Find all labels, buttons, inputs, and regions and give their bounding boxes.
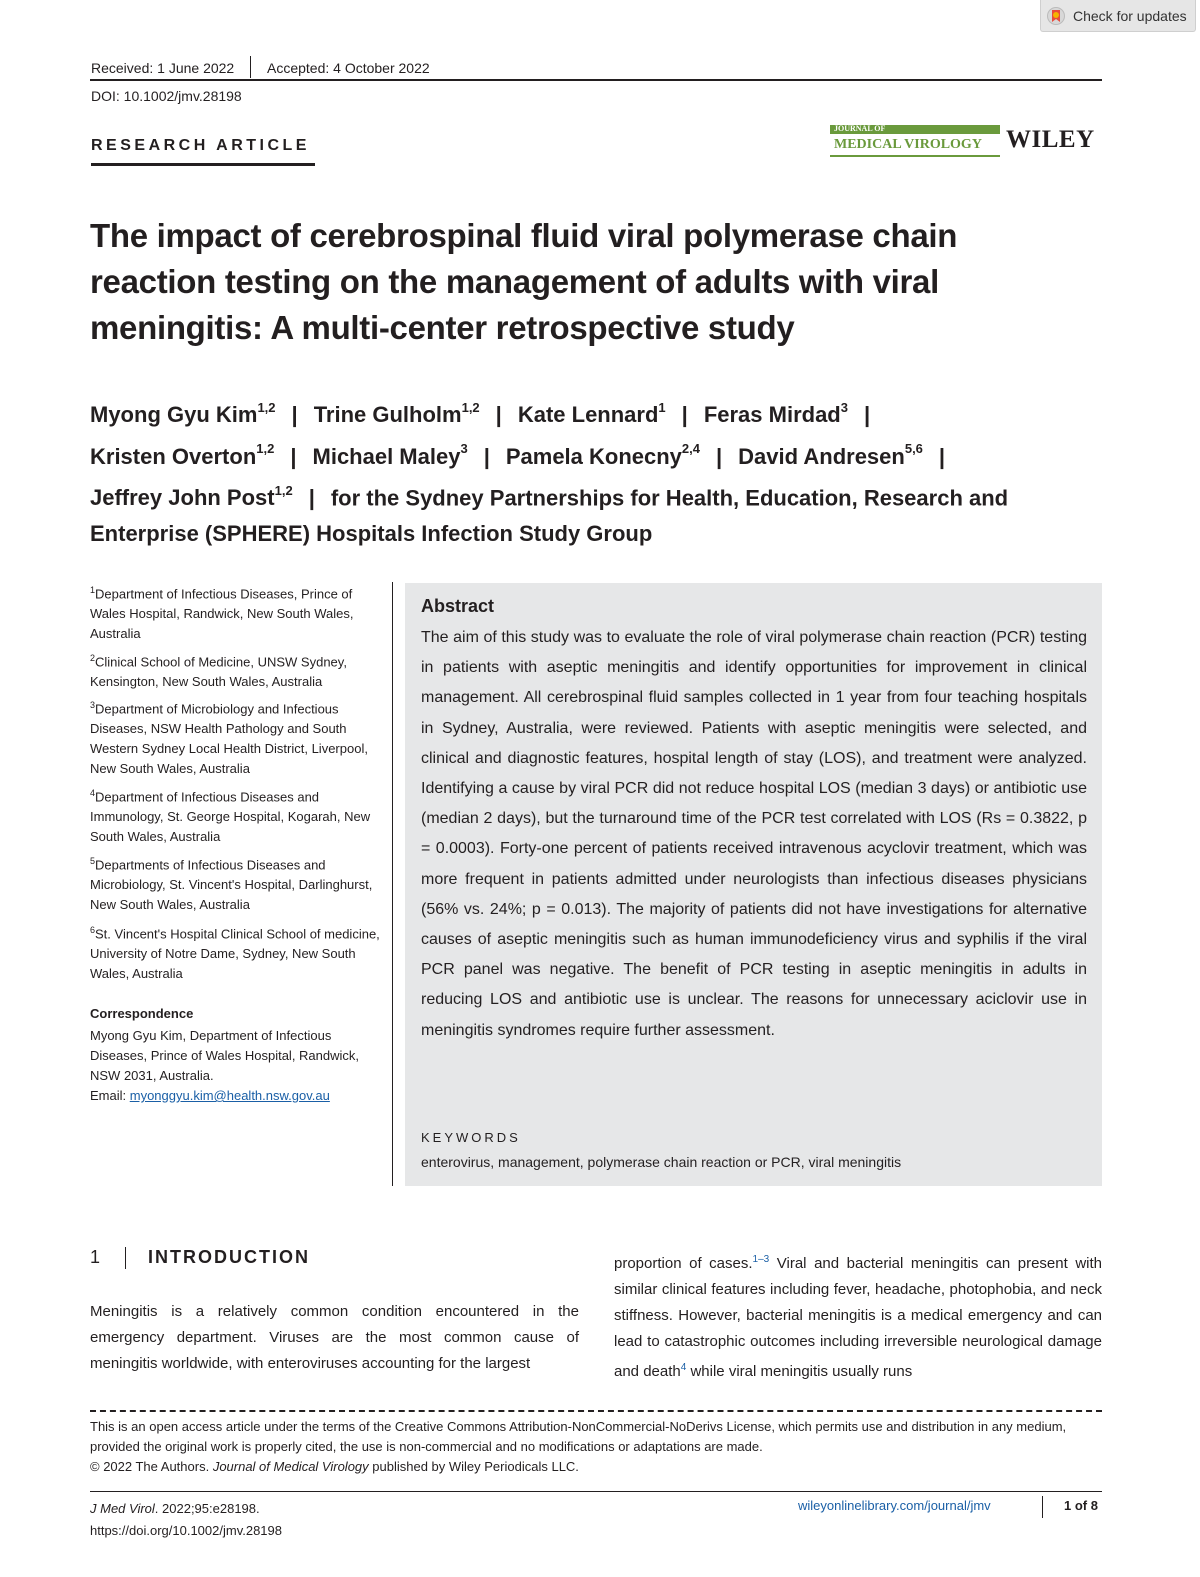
journal-logo-name: MEDICAL VIROLOGY — [834, 137, 982, 152]
journal-logo-top: JOURNAL OF — [834, 124, 886, 133]
title-line: The impact of cerebrospinal fluid viral polymerase chain — [90, 217, 958, 254]
affiliation-6: $^6$St. Vincent's Hospital Clinical School of medicine, University of Notre Dame, Sydney, New South Wales, Australia — [90, 925, 380, 982]
affiliation-4: $^4$Department of Infectious Diseases and Immunology, St. George Hospital, Kogarah, New South Wales, Australia — [90, 788, 371, 845]
title-line: reaction testing on the management of adults with viral — [90, 263, 939, 300]
keywords: enterovirus, management, polymerase chain reaction or PCR, viral meningitis — [421, 1154, 902, 1170]
author-name[interactable]: Myong Gyu Kim$^{1,2}$ — [90, 400, 276, 428]
article-title — [90, 213, 1090, 351]
journal-website-link[interactable]: wileyonlinelibrary.com/journal/jmv — [798, 1498, 991, 1513]
citation-info: J Med Virol. 2022;95:e28198. https://doi.org/10.1002/jmv.28198 — [90, 1498, 282, 1542]
correspondence-text: Myong Gyu Kim, Department of Infectious Diseases, Prince of Wales Hospital, Randwick, NSW 2031, Australia. — [90, 1028, 360, 1083]
author-name[interactable]: Kristen Overton$^{1,2}$ — [90, 441, 275, 469]
intro-paragraph-right: proportion of cases.$^{1-3}$ Viral and bacterial meningitis can present with similar clinical features including fever, headache, photophobia, and neck stiffness. However, bacterial meningitis is a medical emergency and can lead to catastrophic outcomes including irreversible neurological damage and death$^4$ while viral meningitis usually runs — [614, 1254, 1102, 1380]
affiliation-2: $^2$Clinical School of Medicine, UNSW Sydney, Kensington, New South Wales, Australia — [90, 653, 347, 690]
abstract-text: The aim of this study was to evaluate the role of viral polymerase chain reaction (PCR) testing in patients with aseptic meningitis and identify opportunities for improvement in clinical management. All cerebrospinal fluid samples collected in 1 year from four teaching hospitals in Sydney, Australia, were reviewed. Patients with aseptic meningitis were selected, and clinical and diagnostic features, hospital length of stay (LOS), and treatment were analyzed. Identifying a cause by viral PCR did not reduce hospital LOS (median 3 days) or antibiotic use (median 2 days), but the turnaround time of the PCR test correlated with LOS (Rs = 0.3822, p = 0.0003). Forty-one percent of patients received intravenous acyclovir treatment, which was more frequent in patients admitted under neurologists than infectious diseases physicians (56% vs. 24%; p = 0.013). The majority of patients did not have investigations for alternative causes of aseptic meningitis such as human immunodeficiency virus and syphilis if the viral PCR panel was negative. The benefit of PCR testing in aseptic meningitis in adults in reducing LOS and antibiotic use is unclear. The reasons for unnecessary aciclovir use in meningitis syndromes require further assessment. — [421, 629, 1087, 1039]
correspondence-email: Email: myonggyu.kim@health.nsw.gov.au — [90, 1088, 330, 1103]
study-group-continued: Enterprise (SPHERE) Hospitals Infection Study Group — [90, 520, 653, 546]
author-line: Myong Gyu Kim$^{1,2}$ | Trine Gulholm$^{1,2}$ | Kate Lennard$^1$ | Feras Mirdad$^3$ | — [90, 400, 871, 428]
bookmark-refresh-icon — [1047, 6, 1065, 26]
email-link[interactable]: myonggyu.kim@health.nsw.gov.au — [129, 1088, 330, 1103]
section-title: INTRODUCTION — [148, 1247, 310, 1267]
abstract-heading: Abstract — [421, 596, 495, 616]
doi: DOI: 10.1002/jmv.28198 — [91, 88, 242, 104]
author-name[interactable]: Kate Lennard$^1$ — [517, 400, 666, 428]
title-line: meningitis: A multi-center retrospective study — [90, 309, 795, 346]
affiliation-3: $^3$Department of Microbiology and Infectious Diseases, NSW Health Pathology and South Western Sydney Local Health District, Liverpool, New South Wales, Australia — [90, 700, 368, 777]
article-type-rule — [91, 163, 315, 166]
keywords-heading: KEYWORDS — [421, 1130, 521, 1145]
footer-rule — [90, 1491, 1102, 1492]
license-note: This is an open access article under the terms of the Creative Commons Attribution-NonCommercial-NoDerivs License, which permits use and distribution in any medium, provided the original work is properly cited, the use is non-commercial and no modifications or adaptations are made. © 2022 The Authors. Journal of Medical Virology published by Wiley Periodicals LLC. — [90, 1419, 1067, 1474]
doi-link[interactable]: https://doi.org/10.1002/jmv.28198 — [90, 1523, 282, 1538]
publisher-logo: WILEY — [1006, 126, 1095, 153]
author-line: Kristen Overton$^{1,2}$ | Michael Maley$^3$ | Pamela Konecny$^{2,4}$ | David Andresen$^{5,6}$ | — [90, 441, 946, 469]
column-rule — [392, 582, 393, 1186]
check-for-updates-label: Check for updates — [1073, 7, 1187, 24]
author-name[interactable]: Feras Mirdad$^3$ — [703, 400, 848, 428]
page-number: 1 of 8 — [1064, 1498, 1098, 1513]
author-name[interactable]: Jeffrey John Post$^{1,2}$ — [90, 482, 293, 510]
check-for-updates-button[interactable] — [1040, 0, 1196, 32]
citation-link[interactable]: 1–3 — [752, 1254, 770, 1265]
study-group[interactable]: for the Sydney Partnerships for Health, Education, Research and — [330, 484, 1009, 510]
footnote-rule — [90, 1410, 1102, 1412]
author-name[interactable]: Michael Maley$^3$ — [312, 441, 468, 469]
affiliation-5: $^5$Departments of Infectious Diseases and Microbiology, St. Vincent's Hospital, Darlinghurst, New South Wales, Australia — [90, 856, 373, 913]
author-list — [90, 392, 1110, 552]
accepted-date: Accepted: 4 October 2022 — [267, 60, 430, 76]
header-separator — [250, 56, 251, 78]
header-rule — [90, 79, 1102, 81]
section-number: 1 — [90, 1247, 101, 1267]
article-type: RESEARCH ARTICLE — [91, 137, 310, 154]
author-name[interactable]: Pamela Konecny$^{2,4}$ — [505, 441, 700, 469]
affiliation-1: $^1$Department of Infectious Diseases, Prince of Wales Hospital, Randwick, New South Wales, Australia — [90, 585, 354, 642]
citation-link[interactable]: 4 — [680, 1362, 687, 1373]
author-line: Jeffrey John Post$^{1,2}$ | for the Sydney Partnerships for Health, Education, Research and — [90, 482, 1009, 510]
journal-logo — [830, 125, 1000, 157]
section-separator — [125, 1247, 126, 1269]
received-date: Received: 1 June 2022 — [91, 60, 235, 76]
intro-paragraph-left: Meningitis is a relatively common condition encountered in the emergency department. Viruses are the most common cause of meningitis worldwide, with enteroviruses accounting for the largest — [90, 1303, 579, 1372]
page-separator — [1042, 1496, 1043, 1518]
correspondence-heading: Correspondence — [90, 1006, 194, 1021]
author-name[interactable]: David Andresen$^{5,6}$ — [738, 441, 923, 469]
author-name[interactable]: Trine Gulholm$^{1,2}$ — [313, 400, 480, 428]
